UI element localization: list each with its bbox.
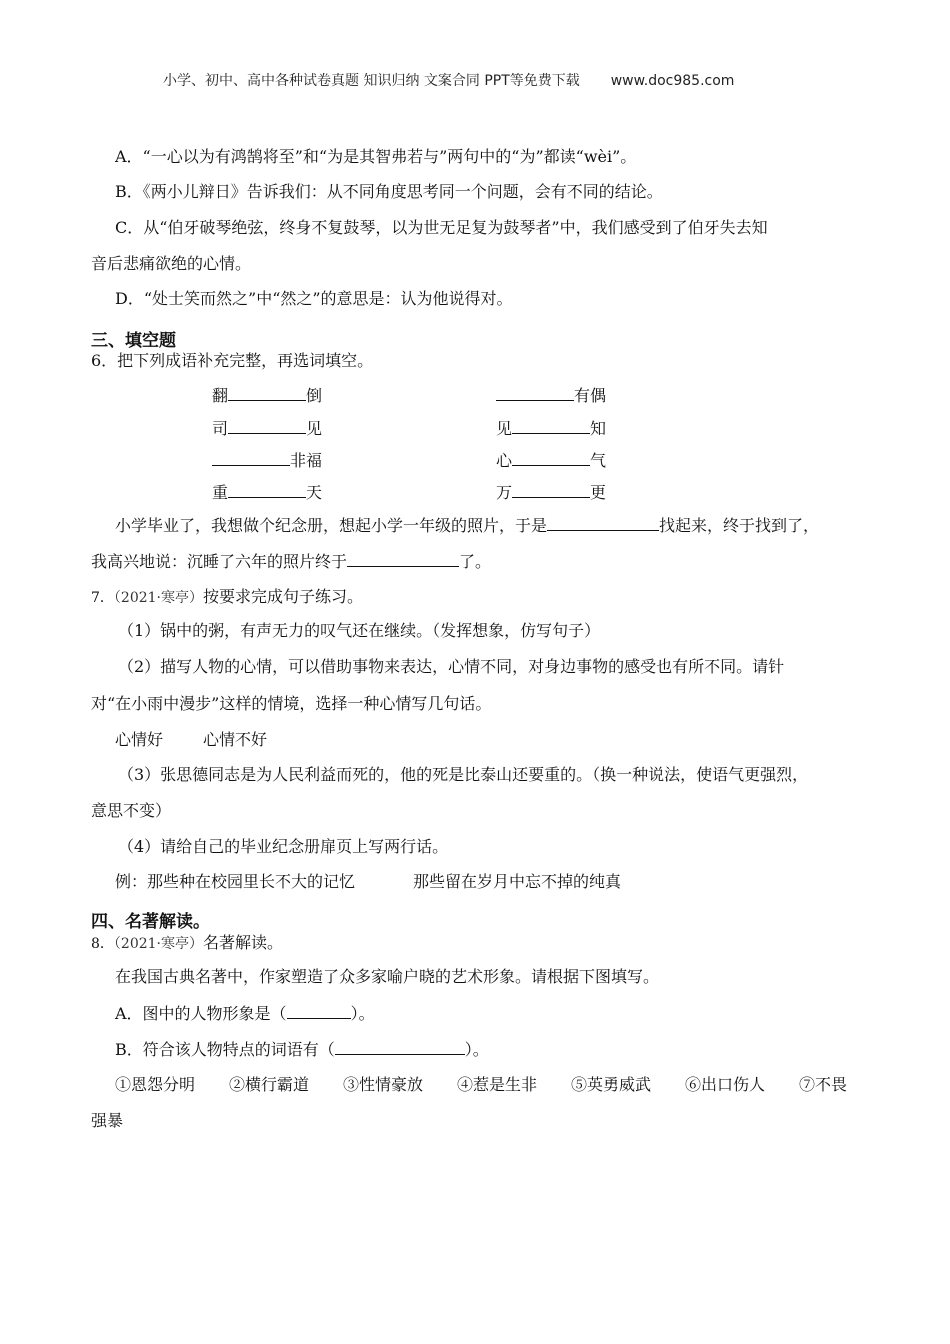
q8-part-b bbox=[115, 1039, 489, 1060]
question-stem: 按要求完成句子练习。 bbox=[203, 587, 364, 606]
q5-option-c-line2: 音后悲痛欲绝的心情。 bbox=[91, 254, 252, 273]
idiom-prefix: 重 bbox=[212, 483, 229, 502]
fill-text: 我高兴地说：沉睡了六年的照片终于 bbox=[91, 552, 348, 571]
section-title-fill-in: 三、填空题 bbox=[91, 331, 176, 351]
question-source: （2021·寒亭） bbox=[113, 936, 204, 952]
q7-example-second: 那些留在岁月中忘不掉的纯真 bbox=[413, 872, 622, 891]
idiom-suffix: 知 bbox=[590, 419, 607, 438]
section-title-classics: 四、名著解读。 bbox=[91, 912, 210, 932]
fill-blank[interactable] bbox=[287, 1003, 351, 1019]
fill-text: ）。 bbox=[464, 1040, 489, 1059]
idiom-item bbox=[496, 385, 606, 406]
q8-option: ①恩怨分明 bbox=[115, 1075, 196, 1094]
idiom-prefix: 心 bbox=[496, 451, 513, 470]
q7-part4: （4）请给自己的毕业纪念册扉页上写两行话。 bbox=[118, 837, 449, 856]
q6-fill-line1 bbox=[115, 515, 819, 536]
q6-stem: 6．把下列成语补充完整，再选词填空。 bbox=[91, 351, 374, 370]
q8-option: ⑤英勇威武 bbox=[571, 1075, 652, 1094]
q5-option-c-line1: C．从“伯牙破琴绝弦，终身不复鼓琴，以为世无足复为鼓琴者”中，我们感受到了伯牙失去知 bbox=[115, 218, 768, 237]
idiom-suffix: 倒 bbox=[306, 386, 323, 405]
q7-stem bbox=[91, 587, 363, 608]
idiom-suffix: 天 bbox=[306, 483, 323, 502]
q7-part1: （1）锅中的粥，有声无力的叹气还在继续。（发挥想象，仿写句子） bbox=[118, 621, 601, 640]
q5-option-a: A．“一心以为有鸿鹄将至”和“为是其智弗若与”两句中的“为”都读“wèi”。 bbox=[115, 147, 637, 166]
question-stem: 名著解读。 bbox=[203, 933, 284, 952]
q8-stem bbox=[91, 933, 283, 954]
idiom-prefix: 翻 bbox=[212, 386, 229, 405]
idiom-item bbox=[212, 450, 322, 471]
idiom-blank[interactable] bbox=[512, 482, 590, 498]
fill-text: 找起来，终于找到了， bbox=[659, 516, 820, 535]
fill-blank[interactable] bbox=[347, 551, 459, 567]
q8-option: ⑥出口伤人 bbox=[685, 1075, 766, 1094]
header-text: 小学、初中、高中各种试卷真题 知识归纳 文案合同 PPT等免费下载 bbox=[163, 73, 580, 89]
q8-option: ②横行霸道 bbox=[229, 1075, 310, 1094]
idiom-suffix: 更 bbox=[590, 483, 607, 502]
q7-part2-line2: 对“在小雨中漫步”这样的情境，选择一种心情写几句话。 bbox=[91, 694, 492, 713]
header-url: www.doc985.com bbox=[610, 73, 735, 89]
q8-option: ③性情豪放 bbox=[343, 1075, 424, 1094]
q7-mood-good: 心情好 bbox=[115, 730, 164, 749]
q7-part2-line1: （2）描写人物的心情，可以借助事物来表达，心情不同，对身边事物的感受也有所不同。请针 bbox=[118, 657, 785, 676]
question-number: 7． bbox=[91, 590, 114, 606]
idiom-suffix: 气 bbox=[590, 451, 607, 470]
q8-part-a bbox=[115, 1003, 375, 1024]
idiom-blank[interactable] bbox=[512, 418, 590, 434]
q8-intro: 在我国古典名著中，作家塑造了众多家喻户晓的艺术形象。请根据下图填写。 bbox=[115, 967, 660, 986]
idiom-blank[interactable] bbox=[512, 450, 590, 466]
fill-text: A．图中的人物形象是（ bbox=[115, 1004, 287, 1023]
page-header bbox=[163, 70, 734, 90]
idiom-item bbox=[496, 450, 606, 471]
idiom-item bbox=[212, 418, 322, 439]
q8-option: ④惹是生非 bbox=[457, 1075, 538, 1094]
idiom-blank[interactable] bbox=[228, 482, 306, 498]
idiom-prefix: 见 bbox=[496, 419, 513, 438]
q6-fill-line2 bbox=[91, 551, 491, 572]
q7-example: 例：那些种在校园里长不大的记忆 bbox=[115, 872, 356, 891]
fill-blank[interactable] bbox=[335, 1039, 465, 1055]
question-source: （2021·寒亭） bbox=[113, 590, 204, 606]
idiom-item bbox=[496, 482, 606, 503]
idiom-prefix: 万 bbox=[496, 483, 513, 502]
fill-text: 了。 bbox=[459, 552, 492, 571]
idiom-blank[interactable] bbox=[228, 385, 306, 401]
q8-option: ⑦不畏 bbox=[799, 1075, 848, 1094]
idiom-item bbox=[212, 385, 322, 406]
fill-blank[interactable] bbox=[547, 515, 659, 531]
idiom-suffix: 见 bbox=[306, 419, 323, 438]
q7-part3-line1: （3）张思德同志是为人民利益而死的，他的死是比泰山还要重的。（换一种说法，使语气更强烈， bbox=[118, 765, 809, 784]
fill-text: B．符合该人物特点的词语有（ bbox=[115, 1040, 335, 1059]
idiom-suffix: 有偶 bbox=[574, 386, 607, 405]
question-number: 8． bbox=[91, 936, 114, 952]
idiom-item bbox=[496, 418, 606, 439]
q8-option-wrap: 强暴 bbox=[91, 1111, 124, 1130]
idiom-blank[interactable] bbox=[212, 450, 290, 466]
q7-part3-line2: 意思不变） bbox=[91, 801, 172, 820]
fill-text: ）。 bbox=[350, 1004, 375, 1023]
q5-option-b: B．《两小儿辩日》告诉我们：从不同角度思考同一个问题，会有不同的结论。 bbox=[115, 182, 663, 201]
idiom-blank[interactable] bbox=[228, 418, 306, 434]
idiom-blank[interactable] bbox=[496, 385, 574, 401]
idiom-suffix: 非福 bbox=[290, 451, 323, 470]
fill-text: 小学毕业了，我想做个纪念册，想起小学一年级的照片，于是 bbox=[115, 516, 548, 535]
q5-option-d: D．“处士笑而然之”中“然之”的意思是：认为他说得对。 bbox=[115, 289, 513, 308]
q7-mood-bad: 心情不好 bbox=[203, 730, 268, 749]
idiom-item bbox=[212, 482, 322, 503]
idiom-prefix: 司 bbox=[212, 419, 229, 438]
